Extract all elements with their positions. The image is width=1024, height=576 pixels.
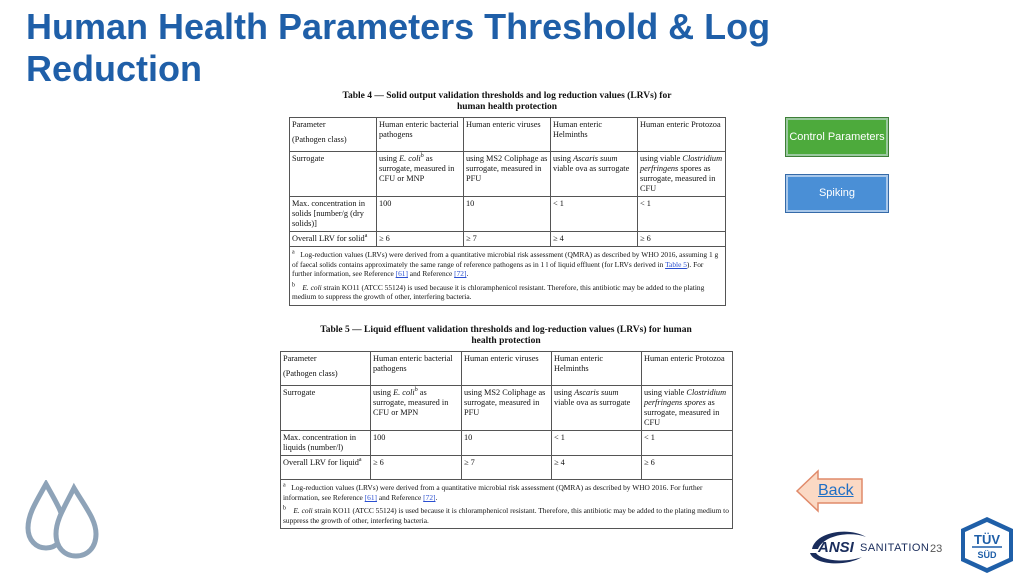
table-row — [281, 352, 733, 386]
cell: using MS2 Coliphage as surrogate, measured in PFU — [464, 152, 551, 197]
cell: ≥ 6 — [642, 456, 733, 480]
text: using — [373, 388, 394, 397]
footnote-mark: b — [292, 282, 295, 289]
header-cell: Human enteric Protozoa — [638, 118, 726, 152]
cell: 100 — [377, 197, 464, 232]
sud-logo-text: SÜD — [977, 550, 997, 560]
table-row — [290, 152, 726, 197]
header-param: Parameter — [292, 120, 326, 129]
footnote-b — [283, 506, 730, 525]
text: Overall LRV for liquid — [283, 458, 359, 467]
row-label — [281, 456, 371, 480]
cell — [638, 152, 726, 197]
text-italic: E. coli — [293, 506, 313, 515]
table-4 — [289, 91, 725, 306]
cell: ≥ 4 — [551, 232, 638, 247]
cell: ≥ 6 — [377, 232, 464, 247]
header-cell — [281, 352, 371, 386]
table-5 — [280, 325, 732, 529]
tuv-sud-logo — [958, 516, 1016, 574]
text: using viable — [644, 388, 687, 397]
table-5-grid — [280, 351, 733, 529]
text: as surrogate, measured in CFU or MPN — [373, 388, 449, 417]
text-italic: E. coli — [393, 388, 415, 397]
row-label: Max. concentration in solids [number/g (dry solids)] — [290, 197, 377, 232]
text: . — [466, 269, 469, 278]
cell: 100 — [371, 431, 462, 456]
text: Log-reduction values (LRVs) were derived from a quantitative microbial risk assessment (QMRA) as described by WHO 2016. For further information, see Reference — [283, 483, 703, 502]
table-row — [290, 197, 726, 232]
cell: 10 — [464, 197, 551, 232]
cell — [642, 386, 733, 431]
sup: a — [358, 457, 362, 464]
header-param: Parameter — [283, 354, 317, 363]
text: viable ova as surrogate — [554, 398, 631, 407]
table-row — [281, 431, 733, 456]
header-cell: Human enteric bacterial pathogens — [371, 352, 462, 386]
reference-61-link[interactable]: [61] — [395, 269, 408, 278]
header-cell — [290, 118, 377, 152]
row-label: Surrogate — [281, 386, 371, 431]
header-cell: Human enteric viruses — [462, 352, 552, 386]
footnote-mark: a — [292, 249, 295, 256]
table-row — [281, 480, 733, 529]
cell: < 1 — [551, 197, 638, 232]
control-parameters-button[interactable]: Control Parameters — [786, 118, 888, 156]
footnotes — [290, 247, 726, 306]
text-italic: Clostridium perfringens — [640, 154, 723, 173]
text: using — [379, 154, 400, 163]
text-italic: E. coli — [399, 154, 421, 163]
footnotes — [281, 480, 733, 529]
table-row — [290, 232, 726, 247]
header-cell: Human enteric Protozoa — [642, 352, 733, 386]
text: spores as surrogate, measured in CFU — [640, 164, 716, 193]
header-cell: Human enteric Helminths — [551, 118, 638, 152]
text-italic: Clostridium perfringens spores — [644, 388, 727, 407]
text: viable ova as surrogate — [553, 164, 630, 173]
table-row — [281, 386, 733, 431]
table-row — [290, 247, 726, 306]
footnote-mark: a — [283, 482, 286, 489]
sup: b — [414, 387, 418, 394]
page-title: Human Health Parameters Threshold & Log Reduction — [26, 6, 771, 89]
text: Overall LRV for solid — [292, 234, 365, 243]
text: and Reference — [407, 269, 455, 278]
water-drops-icon — [24, 480, 102, 560]
reference-72-link[interactable]: [72] — [454, 269, 467, 278]
cell — [371, 386, 462, 431]
row-label: Max. concentration in liquids (number/l) — [281, 431, 371, 456]
header-cell: Human enteric viruses — [464, 118, 551, 152]
footnote-mark: b — [283, 505, 286, 512]
cell: < 1 — [638, 197, 726, 232]
cell: < 1 — [552, 431, 642, 456]
table-5-caption: Table 5 — Liquid effluent validation thresholds and log-reduction values (LRVs) for human health protection — [320, 325, 692, 346]
cell: 10 — [462, 431, 552, 456]
text: strain KO11 (ATCC 55124) is used because it is chloramphenicol resistant. Therefore, this antibiotic may be added to the plating medium to suppress the growth of other, interfering bacteria. — [283, 506, 729, 525]
footnote-a — [283, 483, 730, 502]
back-link[interactable]: Back — [818, 482, 854, 499]
cell — [552, 386, 642, 431]
page-number: 23 — [930, 543, 943, 555]
cell: using MS2 Coliphage as surrogate, measured in PFU — [462, 386, 552, 431]
text-italic: Ascaris suum — [573, 154, 618, 163]
text-italic: Ascaris suum — [574, 388, 619, 397]
text: . — [435, 492, 438, 502]
cell: ≥ 6 — [638, 232, 726, 247]
header-param-class: (Pathogen class) — [283, 369, 338, 378]
cell: ≥ 4 — [552, 456, 642, 480]
text: using viable — [640, 154, 683, 163]
text: strain KO11 (ATCC 55124) is used because it is chloramphenicol resistant. Therefore, this antibiotic may be added to the plating medium to suppress the growth of other, interfering bacteria. — [292, 282, 705, 301]
text: as surrogate, measured in CFU — [644, 398, 720, 427]
tuv-logo-text: TÜV — [974, 532, 1000, 547]
text-italic: E. coli — [302, 282, 322, 292]
cell — [377, 152, 464, 197]
cell — [551, 152, 638, 197]
table-row — [281, 456, 733, 480]
header-cell: Human enteric bacterial pathogens — [377, 118, 464, 152]
table-row — [290, 118, 726, 152]
ansi-logo-text: ANSI — [818, 539, 854, 556]
ansi-sanitation-label: SANITATION — [860, 542, 930, 554]
row-label — [290, 232, 377, 247]
reference-72-link[interactable]: [72] — [423, 492, 436, 502]
sup: a — [364, 233, 368, 240]
cell: ≥ 6 — [371, 456, 462, 480]
cell: ≥ 7 — [462, 456, 552, 480]
cell: < 1 — [642, 431, 733, 456]
table-4-caption: Table 4 — Solid output validation thresholds and log reduction values (LRVs) for human health protection — [342, 91, 672, 112]
header-cell: Human enteric Helminths — [552, 352, 642, 386]
table-5-link[interactable]: Table 5 — [665, 259, 687, 269]
text: using — [553, 154, 574, 163]
spiking-button[interactable]: Spiking — [786, 175, 888, 212]
row-label: Surrogate — [290, 152, 377, 197]
sup: b — [420, 153, 424, 160]
text: Log-reduction values (LRVs) were derived from a quantitative microbial risk assessment (QMRA) as described by WHO 2016, assuming 1 g of faecal solids contains approximately the same range of reference pathogens as in 1 l of liquid effluent (for LRVs derived in — [292, 250, 719, 269]
text: and Reference — [377, 492, 424, 502]
text: using — [554, 388, 575, 397]
footnote-b — [292, 283, 723, 302]
footnote-a — [292, 250, 723, 279]
table-4-grid — [289, 117, 726, 306]
cell: ≥ 7 — [464, 232, 551, 247]
text: ). For further information, see Reference — [292, 259, 704, 278]
text: as surrogate, measured in CFU or MNP — [379, 154, 455, 183]
header-param-class: (Pathogen class) — [292, 135, 347, 144]
reference-61-link[interactable]: [61] — [364, 492, 377, 502]
